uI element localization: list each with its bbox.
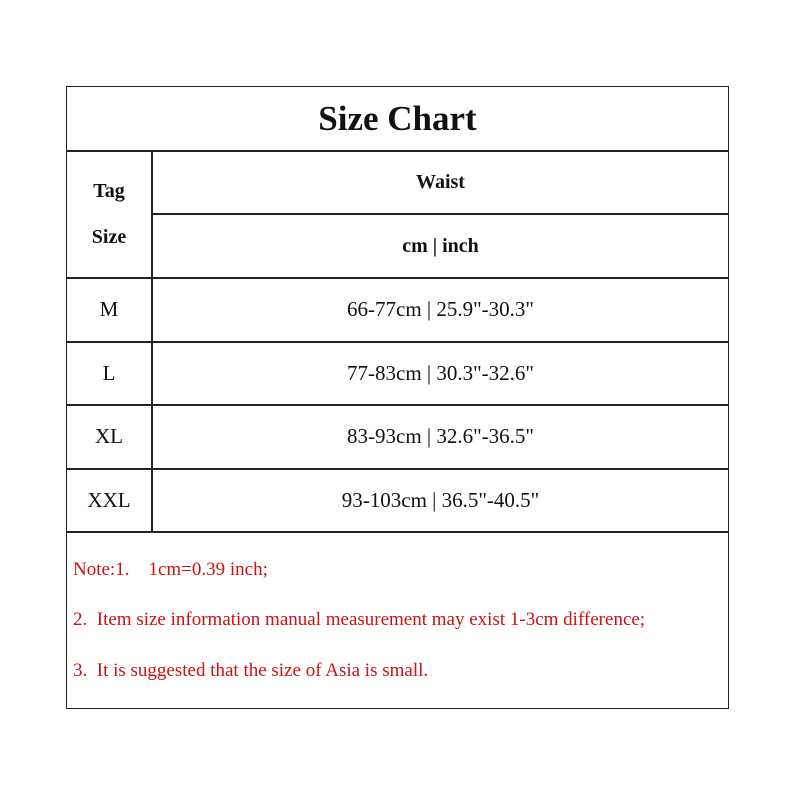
- waist-cell: 93-103cm | 36.5"-40.5": [341, 487, 540, 512]
- note-line: 3. It is suggested that the size of Asia is small.: [73, 660, 429, 681]
- waist-cell: 77-83cm | 30.3"-32.6": [347, 360, 534, 385]
- tag-size-header: [67, 151, 151, 277]
- size-cell: L: [102, 360, 116, 385]
- waist-cell: 66-77cm | 25.9"-30.3": [347, 297, 534, 321]
- tag-size-header-line2: Size: [91, 226, 127, 248]
- waist-cell: 83-93cm | 32.6"-36.5": [347, 424, 534, 448]
- size-cell: M: [99, 297, 119, 321]
- size-cell: XXL: [87, 487, 131, 512]
- note-line: 2. Item size information manual measurement may exist 1-3cm difference;: [73, 609, 646, 630]
- note-line: Note:1. 1cm=0.39 inch;: [73, 559, 268, 580]
- waist-header: Waist: [416, 170, 465, 193]
- size-chart-table: [66, 86, 729, 709]
- tag-size-header-line1: Tag: [93, 180, 125, 202]
- units-header: cm | inch: [402, 234, 479, 257]
- chart-title: Size Chart: [318, 98, 477, 138]
- size-cell: XL: [95, 424, 123, 448]
- divider: [67, 531, 728, 533]
